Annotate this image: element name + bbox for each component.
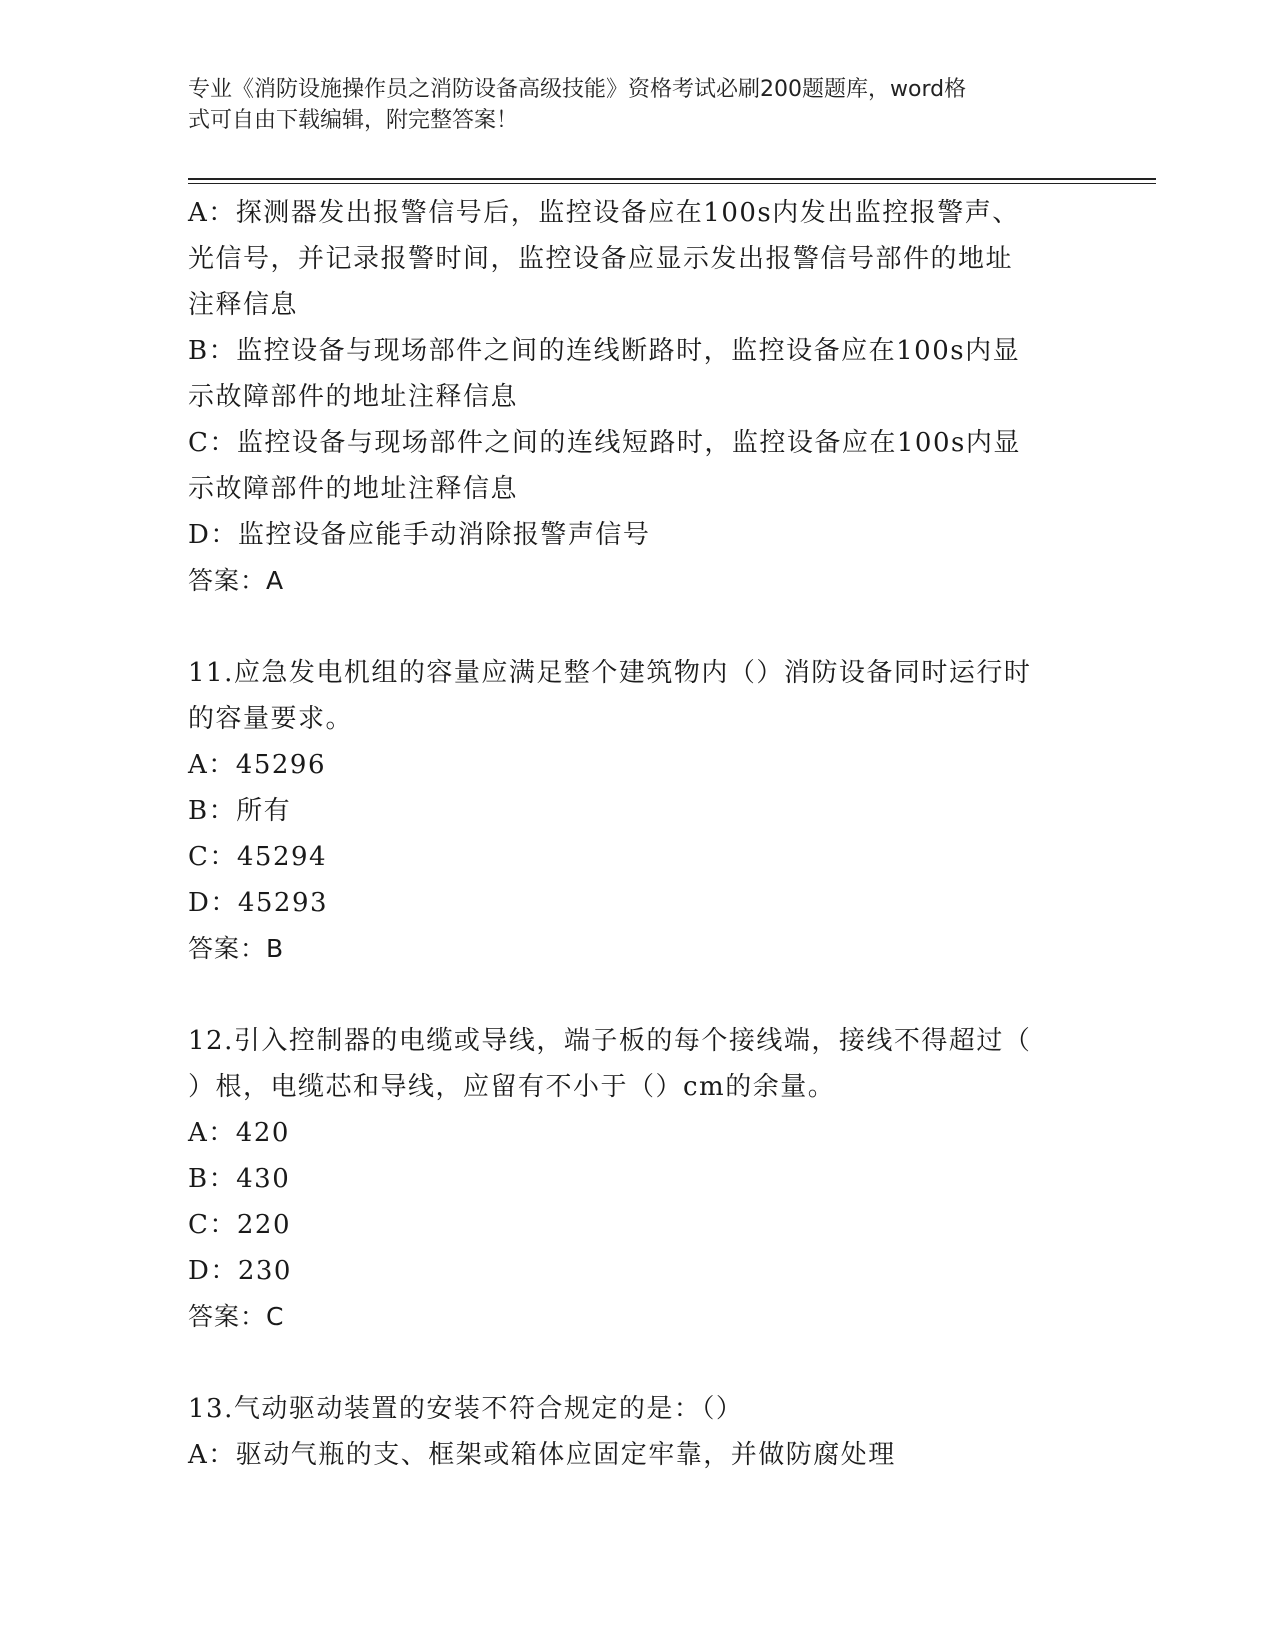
q10-option-a-line-2: 光信号，并记录报警时间，监控设备应显示发出报警信号部件的地址 (188, 244, 1014, 274)
q11-option-c: C：45294 (188, 842, 328, 872)
question-content (188, 190, 1088, 1478)
q10-option-d: D：监控设备应能手动消除报警声信号 (188, 520, 651, 550)
question-13 (188, 1386, 1088, 1478)
q11-option-d: D：45293 (188, 888, 329, 918)
q12-stem-line-1: 12.引入控制器的电缆或导线，端子板的每个接线端，接线不得超过（ (188, 1026, 1032, 1056)
document-header (188, 74, 1068, 136)
q11-option-b: B：所有 (188, 796, 292, 826)
header-divider-thick (188, 178, 1156, 180)
q12-option-c: C：220 (188, 1210, 292, 1240)
header-line-1: 专业《消防设施操作员之消防设备高级技能》资格考试必刷200题题库，word格 (188, 77, 967, 102)
question-11 (188, 650, 1088, 972)
q12-answer: 答案：C (188, 1302, 285, 1331)
q13-option-a: A：驱动气瓶的支、框架或箱体应固定牢靠，并做防腐处理 (188, 1440, 896, 1470)
q11-stem-line-1: 11.应急发电机组的容量应满足整个建筑物内（）消防设备同时运行时 (188, 658, 1032, 688)
header-divider-thin (188, 183, 1156, 184)
q11-answer: 答案：B (188, 934, 285, 963)
spacer (188, 972, 1088, 1018)
q12-stem-line-2: ）根，电缆芯和导线，应留有不小于（）cm的余量。 (188, 1072, 836, 1102)
header-line-2: 式可自由下载编辑，附完整答案！ (188, 108, 519, 133)
q10-option-c-line-1: C：监控设备与现场部件之间的连线短路时，监控设备应在100s内显 (188, 428, 1021, 458)
spacer (188, 604, 1088, 650)
question-12 (188, 1018, 1088, 1340)
q11-option-a: A：45296 (188, 750, 326, 780)
q12-option-d: D：230 (188, 1256, 292, 1286)
q10-option-c-line-2: 示故障部件的地址注释信息 (188, 474, 519, 504)
spacer (188, 1340, 1088, 1386)
q10-option-b-line-1: B：监控设备与现场部件之间的连线断路时，监控设备应在100s内显 (188, 336, 1021, 366)
q10-option-b-line-2: 示故障部件的地址注释信息 (188, 382, 519, 412)
q11-stem-line-2: 的容量要求。 (188, 704, 354, 734)
q12-option-b: B：430 (188, 1164, 291, 1194)
q10-option-a-line-1: A：探测器发出报警信号后，监控设备应在100s内发出监控报警声、 (188, 198, 1020, 228)
question-10 (188, 190, 1088, 604)
q13-stem-line-1: 13.气动驱动装置的安装不符合规定的是：（） (188, 1394, 744, 1424)
q10-answer: 答案：A (188, 566, 285, 595)
q12-option-a: A：420 (188, 1118, 290, 1148)
q10-option-a-line-3: 注释信息 (188, 290, 299, 320)
